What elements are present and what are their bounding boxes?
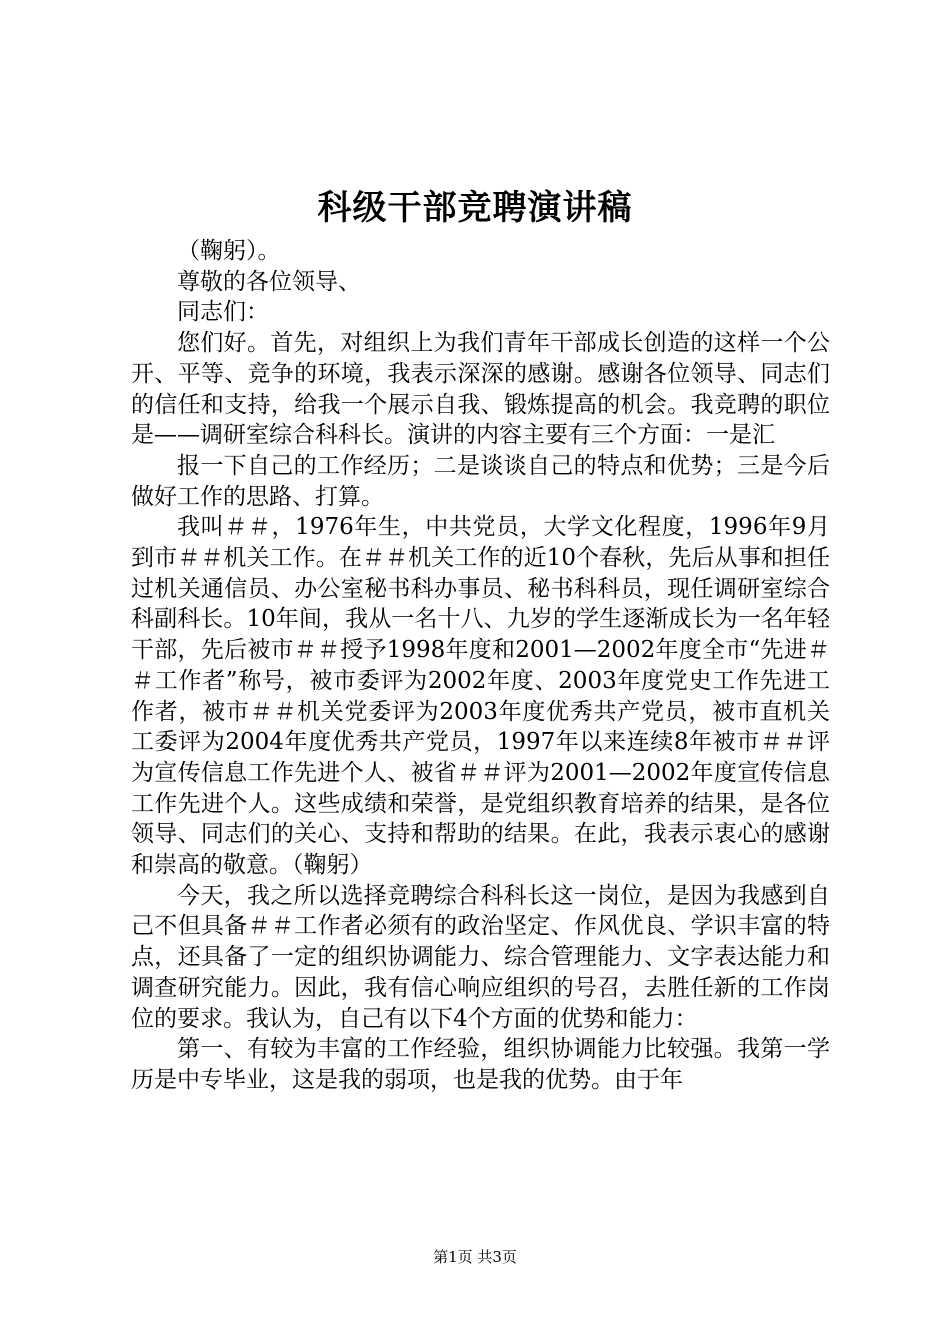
- document-title: 科级干部竞聘演讲稿: [317, 188, 633, 228]
- paragraph-salutation-comrades: 同志们：: [177, 299, 269, 326]
- paragraph-experience: 我叫＃＃，1976年生，中共党员，大学文化程度，1996年9月到市＃＃机关工作。在＃＃机关工作的近10个春秋，先后从事和担任过机关通信员、办公室秘书科办事员、秘书科科员，现任调研室综合科副科长。10年间，我从一名十八、九岁的学生逐渐成长为一名年轻干部，先后被市＃＃授予1998年度和2001—2002年度全市“先进＃＃工作者”称号，被市委评为2002年度、2003年度党史工作先进工作者，被市＃＃机关党委评为2003年度优秀共产党员，被市直机关工委评为2004年度优秀共产党员，1997年以来连续8年被市＃＃评为宣传信息工作先进个人、被省＃＃评为2001—2002年度宣传信息工作先进个人。这些成绩和荣誉，是党组织教育培养的结果，是各位领导、同志们的关心、支持和帮助的结果。在此，我表示衷心的感谢和崇高的敬意。（鞠躬）: [131, 514, 830, 879]
- page-footer: 第1页 共3页: [433, 1248, 517, 1266]
- paragraph-bow: （鞠躬）。: [177, 238, 281, 264]
- paragraph-opening: 您们好。首先，对组织上为我们青年干部成长创造的这样一个公开、平等、竞争的环境，我表示深深的感谢。感谢各位领导、同志们的信任和支持，给我一个展示自我、锻炼提高的机会。我竞聘的职位是——调研室综合科科长。演讲的内容主要有三个方面：一是汇: [131, 330, 830, 449]
- document-body: [131, 236, 830, 1096]
- paragraph-first-advantage: 第一、有较为丰富的工作经验，组织协调能力比较强。我第一学历是中专毕业，这是我的弱项，也是我的优势。由于年: [131, 1036, 830, 1093]
- paragraph-outline: 报一下自己的工作经历；二是谈谈自己的特点和优势；三是今后做好工作的思路、打算。: [131, 452, 830, 510]
- paragraph-salutation-leaders: 尊敬的各位领导、: [177, 268, 361, 295]
- paragraph-reason: 今天，我之所以选择竞聘综合科科长这一岗位，是因为我感到自己不但具备＃＃工作者必须有的政治坚定、作风优良、学识丰富的特点，还具备了一定的组织协调能力、综合管理能力、文字表达能力和调查研究能力。因此，我有信心响应组织的号召，去胜任新的工作岗位的要求。我认为，自己有以下4个方面的优势和能力：: [131, 882, 830, 1032]
